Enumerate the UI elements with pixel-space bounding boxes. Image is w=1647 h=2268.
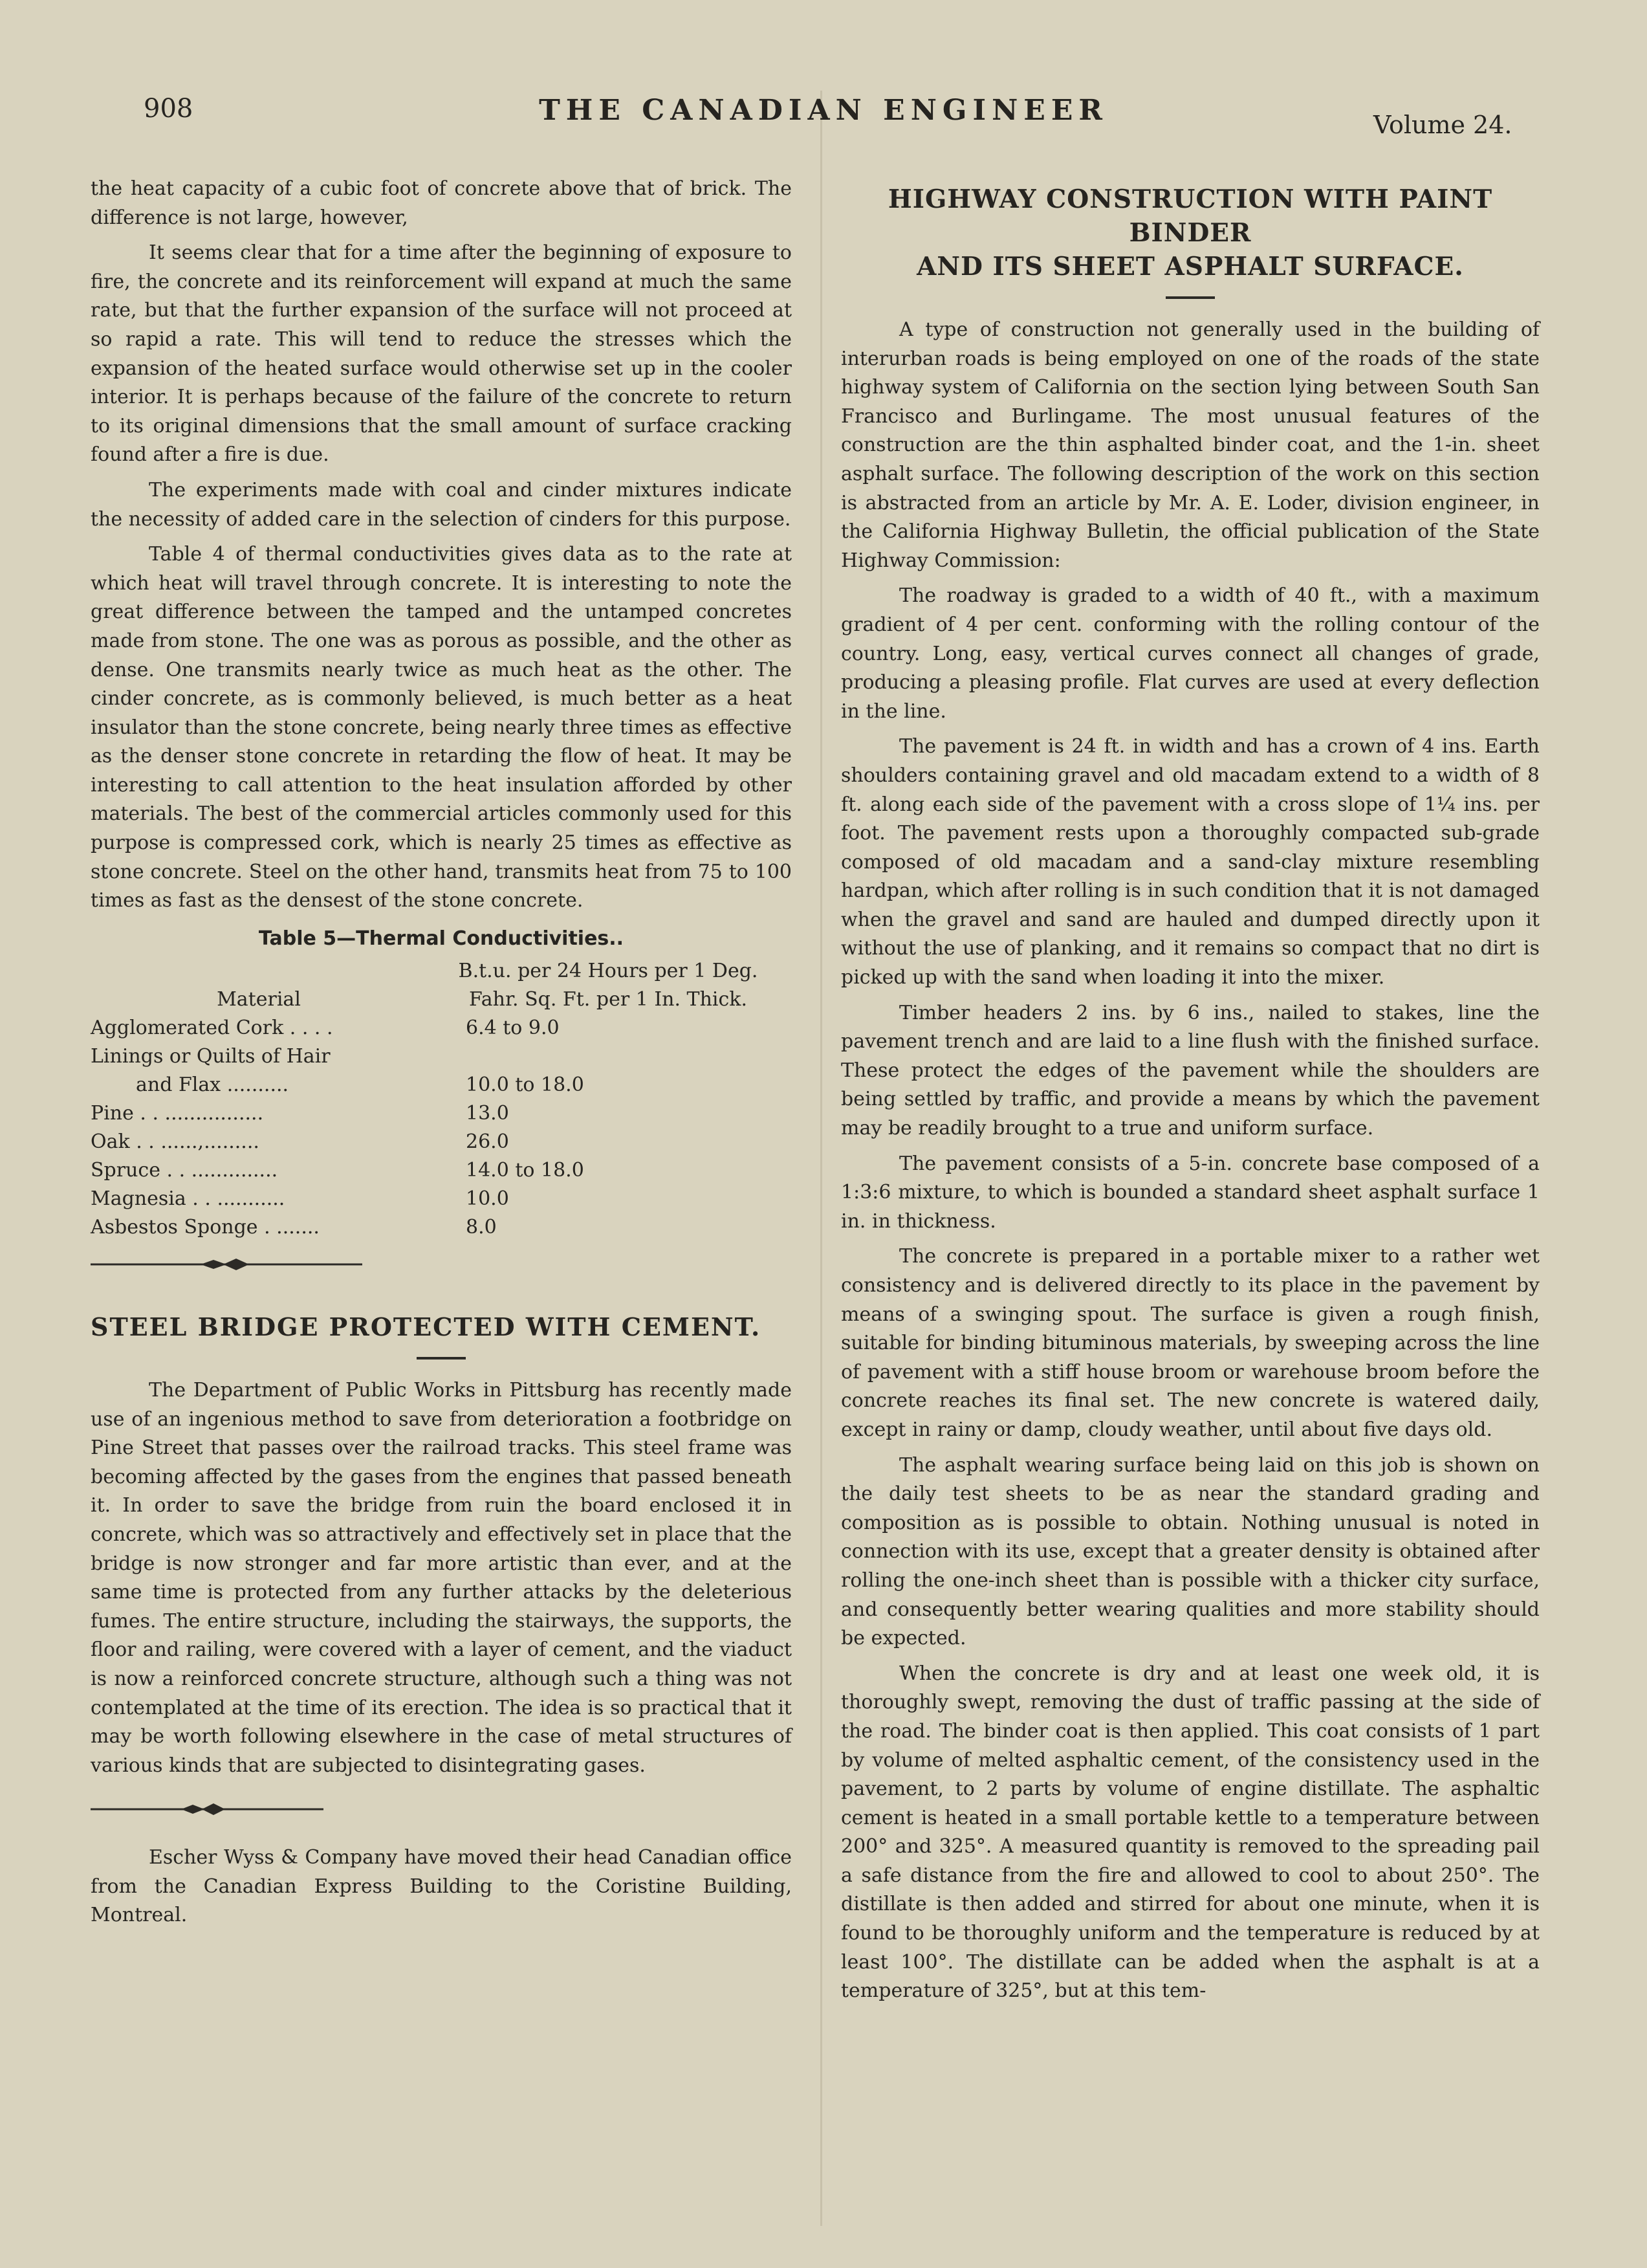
table-row bbox=[91, 1014, 792, 1042]
table-row bbox=[91, 1156, 792, 1185]
material-cell: Magnesia . . ........... bbox=[91, 1187, 285, 1211]
paragraph: The pavement is 24 ft. in width and has a crown of 4 ins. Earth shoulders containing gravel and old macadam extend to a width of 8 ft. along each side of the pavement with a cross slope of 1¼ ins. per foot. The pavement rests upon a thoroughly compacted sub-grade composed of old macadam and a sand-clay mixture resembling hardpan, which after rolling is in such condition that it is not damaged when the gravel and sand are hauled and dumped directly upon it without the use of planking, and it remains so compact that no dirt is picked up with the sand when loading it into the mixer. bbox=[841, 735, 1540, 989]
btu-header bbox=[427, 957, 789, 1014]
value-cell: 14.0 to 18.0 bbox=[466, 1159, 584, 1182]
material-header: Material bbox=[217, 988, 301, 1011]
table-row bbox=[91, 1042, 792, 1071]
btu-header-line2: Fahr. Sq. Ft. per 1 In. Thick. bbox=[468, 988, 748, 1011]
title-rule bbox=[417, 1357, 466, 1360]
material-cell: Pine . . ................ bbox=[91, 1102, 264, 1125]
highway-title-line2: AND ITS SHEET ASPHALT SURFACE. bbox=[917, 252, 1464, 281]
paragraph: The roadway is graded to a width of 40 ft., with a maximum gradient of 4 per cent. conforming with the rolling contour of the country. Long, easy, vertical curves connect all changes of grade, producing a pleasing profile. Flat curves are used at every deflection in the line. bbox=[841, 584, 1540, 723]
paragraph: The Department of Public Works in Pittsburg has recently made use of an ingenious method to save from deterioration a footbridge on Pine Street that passes over the railroad tracks. This steel frame was becoming affected by the gases from the engines that passed beneath it. In order to save the bridge from ruin the board enclosed it in concrete, which was so attractively and effectively set in place that the bridge is now stronger and far more artistic than ever, and at the same time is protected from any further attacks by the deleterious fumes. The entire structure, including the stairways, the supports, the floor and railing, were covered with a layer of cement, and the viaduct is now a reinforced concrete structure, although such a thing was not contemplated at the time of its erection. The idea is so practical that it may be worth following elsewhere in the case of metal structures of various kinds that are subjected to disintegrating gases. bbox=[91, 1379, 792, 1777]
paragraph: The pavement consists of a 5-in. concrete base composed of a 1:3:6 mixture, to which is bounded a standard sheet asphalt surface 1 in. in thickness. bbox=[841, 1152, 1540, 1233]
highway-title-line1: HIGHWAY CONSTRUCTION WITH PAINT BINDER bbox=[888, 184, 1493, 248]
steel-bridge-title: STEEL BRIDGE PROTECTED WITH CEMENT. bbox=[91, 1312, 761, 1342]
paragraph: It seems clear that for a time after the beginning of exposure to fire, the concrete and its reinforcement will expand at much the same rate, but that the further expansion of the surface will not proceed at so rapid a rate. This will tend to reduce the stresses which the expansion of the heated surface would otherwise set up in the cooler interior. It is perhaps because of the failure of the concrete to return to its original dimensions that the small amount of surface cracking found after a fire is due. bbox=[91, 241, 792, 467]
material-cell: Spruce . . .............. bbox=[91, 1159, 278, 1182]
paragraph: A type of construction not generally used in the building of interurban roads is being employed on one of the roads of the state highway system of California on the section lying between South San Francisco and Burlingame. The most unusual features of the construction are the thin asphalted binder coat, and the 1-in. sheet asphalt surface. The following description of the work on this section is abstracted from an article by Mr. A. E. Loder, division engineer, in the California Highway Bulletin, the official publication of the State Highway Commission: bbox=[841, 318, 1540, 572]
paragraph: The asphalt wearing surface being laid on this job is shown on the daily test sheets to be as near the standard grading and composition as is possible to obtain. Nothing unusual is noted in connection with its use, except that a greater density is obtained after rolling the one-inch sheet than is possible with a thicker city surface, and consequently better wearing qualities and more stability should be expected. bbox=[841, 1453, 1540, 1650]
right-column bbox=[841, 182, 1540, 2012]
paragraph: Timber headers 2 ins. by 6 ins., nailed to stakes, line the pavement trench and are laid to a line flush with the finished surface. These protect the edges of the pavement while the shoulders are being settled by traffic, and provide a means by which the pavement may be readily brought to a true and uniform surface. bbox=[841, 1001, 1540, 1140]
table-row bbox=[91, 1213, 792, 1242]
value-cell: 6.4 to 9.0 bbox=[466, 1017, 560, 1040]
title-rule bbox=[1166, 296, 1215, 299]
ornament-divider bbox=[91, 1255, 362, 1274]
material-cell: Agglomerated Cork . . . . bbox=[91, 1017, 333, 1040]
left-column bbox=[91, 175, 792, 1937]
value-cell: 13.0 bbox=[466, 1102, 509, 1125]
paragraph: The concrete is prepared in a portable mixer to a rather wet consistency and is delivered directly to its place in the pavement by means of a swinging spout. The surface is given a rough finish, suitable for binding bituminous materials, by sweeping across the line of pavement with a stiff house broom or warehouse broom before the concrete reaches its final set. The new concrete is watered daily, except in rainy or damp, cloudy weather, until about five days old. bbox=[841, 1245, 1540, 1441]
paragraph: the heat capacity of a cubic foot of concrete above that of brick. The difference is not large, however, bbox=[91, 177, 792, 229]
value-cell: 10.0 bbox=[466, 1187, 509, 1211]
volume-label: Volume 24. bbox=[1373, 111, 1512, 139]
material-cell: Linings or Quilts of Hair bbox=[91, 1045, 331, 1068]
conductivity-table bbox=[91, 957, 792, 1242]
material-cell: Asbestos Sponge . ....... bbox=[91, 1216, 320, 1239]
page-header bbox=[0, 94, 1647, 146]
table-row bbox=[91, 1071, 792, 1099]
paragraph: Table 4 of thermal conductivities gives data as to the rate at which heat will travel through concrete. It is interesting to note the great difference between the tamped and the untamped concretes made from stone. The one was as porous as possible, and the other as dense. One transmits nearly twice as much heat as the other. The cinder concrete, as is commonly believed, is much better as a heat insulator than the stone concrete, being nearly three times as effective as the denser stone concrete in retarding the flow of heat. It may be interesting to call attention to the heat insulation afforded by other materials. The best of the commercial articles commonly used for this purpose is compressed cork, which is nearly 25 times as effective as stone concrete. Steel on the other hand, transmits heat from 75 to 100 times as fast as the densest of the stone concrete. bbox=[91, 543, 792, 912]
value-cell: 10.0 to 18.0 bbox=[466, 1073, 584, 1097]
material-cell: and Flax .......... bbox=[136, 1073, 289, 1097]
page-gutter bbox=[820, 91, 822, 2226]
table-row bbox=[91, 1128, 792, 1156]
journal-title: THE CANADIAN ENGINEER bbox=[539, 94, 1108, 127]
value-cell: 8.0 bbox=[466, 1216, 497, 1239]
paragraph: When the concrete is dry and at least one week old, it is thoroughly swept, removing the dust of traffic passing at the side of the road. The binder coat is then applied. This coat consists of 1 part by volume of melted asphaltic cement, of the consistency used in the pavement, to 2 parts by volume of engine distillate. The asphaltic cement is heated in a small portable kettle to a temperature between 200° and 325°. A measured quantity is removed to the spreading pail a safe distance from the fire and allowed to cool to about 250°. The distillate is then added and stirred for about one minute, when it is found to be thoroughly uniform and the temperature is reduced by at least 100°. The distillate can be added when the asphalt is at a temperature of 325°, but at this tem- bbox=[841, 1662, 1540, 2003]
value-cell: 26.0 bbox=[466, 1130, 509, 1154]
table-row bbox=[91, 1099, 792, 1128]
btu-header-line1: B.t.u. per 24 Hours per 1 Deg. bbox=[458, 960, 758, 983]
table-row bbox=[91, 1185, 792, 1213]
table-title: Table 5—Thermal Conductivities.. bbox=[258, 927, 624, 950]
ornament-divider bbox=[91, 1800, 323, 1819]
table-header bbox=[91, 957, 792, 1014]
paragraph: The experiments made with coal and cinder mixtures indicate the necessity of added care in the selection of cinders for this purpose. bbox=[91, 478, 792, 531]
material-cell: Oak . . ......,......... bbox=[91, 1130, 259, 1154]
paragraph: Escher Wyss & Company have moved their head Canadian office from the Canadian Express Building to the Coristine Building, Montreal. bbox=[91, 1845, 792, 1927]
page-number: 908 bbox=[144, 94, 193, 124]
value-cell bbox=[466, 1042, 776, 1071]
